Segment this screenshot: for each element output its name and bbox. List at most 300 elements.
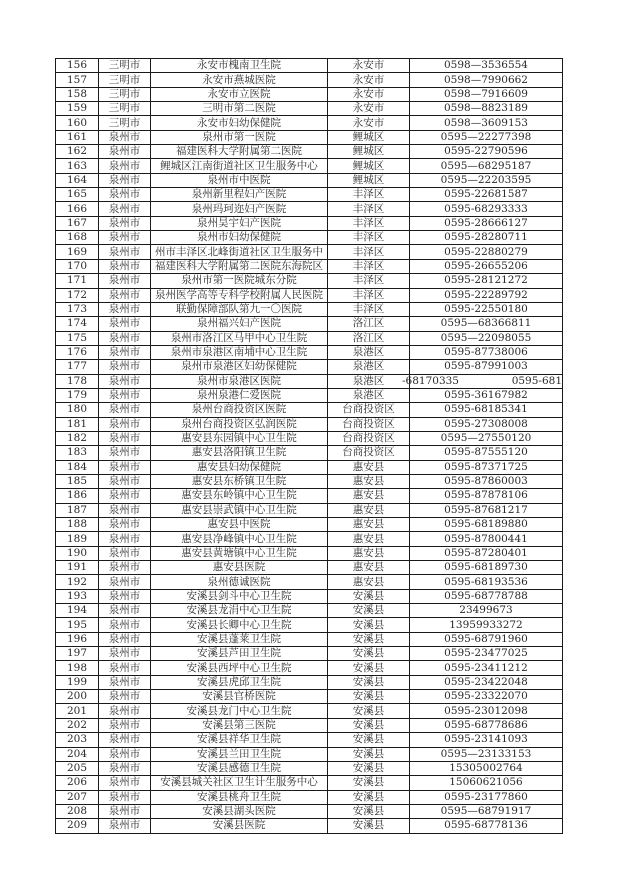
row-number-cell: 177 <box>56 360 99 374</box>
phone-cell: 0595-23477025 <box>410 647 563 661</box>
hospital-name-cell: 联勤保障部队第九一〇医院 <box>151 302 328 316</box>
phone-cell: 0595—22203595 <box>410 173 563 187</box>
hospital-name-cell: 惠安县洛阳镇卫生院 <box>151 446 328 460</box>
hospital-name-cell: 安溪县剑斗中心卫生院 <box>151 589 328 603</box>
city-cell: 泉州市 <box>99 604 151 618</box>
table-row <box>56 417 563 431</box>
city-cell: 泉州市 <box>99 589 151 603</box>
city-cell: 泉州市 <box>99 776 151 790</box>
city-cell: 泉州市 <box>99 360 151 374</box>
row-number-cell: 209 <box>56 819 99 833</box>
phone-number-primary: -68170335 <box>402 374 459 387</box>
row-number-cell: 208 <box>56 804 99 818</box>
city-cell: 泉州市 <box>99 546 151 560</box>
hospital-name-cell: 永安市立医院 <box>151 87 328 101</box>
district-cell: 安溪县 <box>328 819 410 833</box>
row-number-cell: 193 <box>56 589 99 603</box>
phone-cell: 23499673 <box>410 604 563 618</box>
row-number-cell: 160 <box>56 116 99 130</box>
hospital-name-cell: 安溪县兰田卫生院 <box>151 747 328 761</box>
row-number-cell: 206 <box>56 776 99 790</box>
row-number-cell: 174 <box>56 317 99 331</box>
district-cell: 鲤城区 <box>328 159 410 173</box>
hospital-name-cell: 安溪县感德卫生院 <box>151 761 328 775</box>
hospital-name-cell: 安溪县龙门中心卫生院 <box>151 704 328 718</box>
hospital-name-cell: 三明市第二医院 <box>151 102 328 116</box>
district-cell: 鲤城区 <box>328 130 410 144</box>
city-cell: 泉州市 <box>99 274 151 288</box>
city-cell: 泉州市 <box>99 417 151 431</box>
hospital-name-cell: 泉州市泉港区医院 <box>151 374 328 388</box>
table-row <box>56 159 563 173</box>
phone-cell: 0598—3536554 <box>410 59 563 73</box>
district-cell: 洛江区 <box>328 317 410 331</box>
district-cell: 安溪县 <box>328 747 410 761</box>
phone-cell: 0595-68778788 <box>410 589 563 603</box>
row-number-cell: 157 <box>56 73 99 87</box>
table-body <box>56 59 563 834</box>
district-cell: 永安市 <box>328 87 410 101</box>
city-cell: 泉州市 <box>99 733 151 747</box>
city-cell: 泉州市 <box>99 159 151 173</box>
district-cell: 丰泽区 <box>328 231 410 245</box>
hospital-name-cell: 福建医科大学附属第二医院 <box>151 145 328 159</box>
table-row <box>56 761 563 775</box>
district-cell: 台商投资区 <box>328 446 410 460</box>
city-cell: 泉州市 <box>99 231 151 245</box>
row-number-cell: 170 <box>56 259 99 273</box>
row-number-cell: 159 <box>56 102 99 116</box>
city-cell: 泉州市 <box>99 489 151 503</box>
phone-cell: 0595-68185341 <box>410 403 563 417</box>
district-cell: 安溪县 <box>328 661 410 675</box>
district-cell: 永安市 <box>328 116 410 130</box>
district-cell: 安溪县 <box>328 604 410 618</box>
city-cell: 泉州市 <box>99 474 151 488</box>
district-cell: 安溪县 <box>328 733 410 747</box>
phone-cell: 0595-87878106 <box>410 489 563 503</box>
hospital-name-cell: 安溪县官桥医院 <box>151 690 328 704</box>
table-row <box>56 804 563 818</box>
hospital-name-cell: 惠安县黄塘镇中心卫生院 <box>151 546 328 560</box>
hospital-name-cell: 泉州市泉港区南埔中心卫生院 <box>151 345 328 359</box>
district-cell: 泉港区 <box>328 345 410 359</box>
table-row <box>56 360 563 374</box>
row-number-cell: 202 <box>56 718 99 732</box>
city-cell: 泉州市 <box>99 374 151 388</box>
table-row <box>56 59 563 73</box>
table-row <box>56 618 563 632</box>
city-cell: 泉州市 <box>99 561 151 575</box>
city-cell: 泉州市 <box>99 790 151 804</box>
row-number-cell: 180 <box>56 403 99 417</box>
phone-cell <box>402 374 563 388</box>
district-cell: 安溪县 <box>328 718 410 732</box>
table-row <box>56 675 563 689</box>
hospital-name-cell: 安溪县蓬莱卫生院 <box>151 632 328 646</box>
table-row <box>56 302 563 316</box>
table-row <box>56 188 563 202</box>
district-cell: 安溪县 <box>328 776 410 790</box>
city-cell: 三明市 <box>99 87 151 101</box>
district-cell: 泉港区 <box>328 374 410 388</box>
hospital-name-cell: 州市丰泽区北峰街道社区卫生服务中 <box>151 245 328 259</box>
phone-cell: 0595-87681217 <box>410 503 563 517</box>
city-cell: 三明市 <box>99 59 151 73</box>
row-number-cell: 195 <box>56 618 99 632</box>
hospital-name-cell: 泉州玛珂迩妇产医院 <box>151 202 328 216</box>
hospital-name-cell: 惠安县东桥镇卫生院 <box>151 474 328 488</box>
phone-cell: 0595—27550120 <box>410 431 563 445</box>
table-row <box>56 790 563 804</box>
row-number-cell: 175 <box>56 331 99 345</box>
row-number-cell: 207 <box>56 790 99 804</box>
table-row <box>56 274 563 288</box>
hospital-name-cell: 惠安县医院 <box>151 561 328 575</box>
district-cell: 安溪县 <box>328 632 410 646</box>
row-number-cell: 191 <box>56 561 99 575</box>
phone-cell: 0595-68193536 <box>410 575 563 589</box>
phone-cell: 0595-26655206 <box>410 259 563 273</box>
district-cell: 安溪县 <box>328 618 410 632</box>
table-row <box>56 431 563 445</box>
phone-cell: 0595—68295187 <box>410 159 563 173</box>
table-row <box>56 288 563 302</box>
city-cell: 泉州市 <box>99 288 151 302</box>
city-cell: 泉州市 <box>99 460 151 474</box>
table-row <box>56 173 563 187</box>
row-number-cell: 162 <box>56 145 99 159</box>
row-number-cell: 179 <box>56 388 99 402</box>
hospital-name-cell: 惠安县中医院 <box>151 518 328 532</box>
phone-cell: 0595-23177860 <box>410 790 563 804</box>
city-cell: 泉州市 <box>99 331 151 345</box>
phone-cell: 0595-87991003 <box>410 360 563 374</box>
phone-cell: 0595-87280401 <box>410 546 563 560</box>
phone-cell: 0595-68791960 <box>410 632 563 646</box>
city-cell: 泉州市 <box>99 446 151 460</box>
city-cell: 泉州市 <box>99 518 151 532</box>
hospital-name-cell: 泉州市泉港区妇幼保健院 <box>151 360 328 374</box>
row-number-cell: 165 <box>56 188 99 202</box>
phone-cell: 0595-28121272 <box>410 274 563 288</box>
hospital-name-cell: 泉州新里程妇产医院 <box>151 188 328 202</box>
district-cell: 台商投资区 <box>328 403 410 417</box>
phone-cell: 0595-28666127 <box>410 216 563 230</box>
city-cell: 泉州市 <box>99 747 151 761</box>
phone-cell: 0595-68778686 <box>410 718 563 732</box>
city-cell: 泉州市 <box>99 403 151 417</box>
hospital-name-cell: 安溪县城关社区卫生计生服务中心 <box>151 776 328 790</box>
table-row <box>56 259 563 273</box>
city-cell: 泉州市 <box>99 819 151 833</box>
city-cell: 三明市 <box>99 102 151 116</box>
district-cell: 安溪县 <box>328 790 410 804</box>
city-cell: 泉州市 <box>99 130 151 144</box>
district-cell: 鲤城区 <box>328 173 410 187</box>
table-row <box>56 776 563 790</box>
phone-cell: 0595-87860003 <box>410 474 563 488</box>
table-row <box>56 245 563 259</box>
table-row <box>56 518 563 532</box>
city-cell: 泉州市 <box>99 718 151 732</box>
hospital-name-cell: 安溪县祥华卫生院 <box>151 733 328 747</box>
table-row <box>56 331 563 345</box>
phone-cell: 0595-22550180 <box>410 302 563 316</box>
row-number-cell: 168 <box>56 231 99 245</box>
table-row <box>56 446 563 460</box>
table-row <box>56 145 563 159</box>
row-number-cell: 173 <box>56 302 99 316</box>
district-cell: 惠安县 <box>328 474 410 488</box>
city-cell: 泉州市 <box>99 761 151 775</box>
city-cell: 泉州市 <box>99 216 151 230</box>
table-row <box>56 575 563 589</box>
table-row <box>56 704 563 718</box>
city-cell: 泉州市 <box>99 345 151 359</box>
hospital-name-cell: 泉州市妇幼保健院 <box>151 231 328 245</box>
table-row <box>56 647 563 661</box>
table-row <box>56 503 563 517</box>
district-cell: 丰泽区 <box>328 202 410 216</box>
table-row <box>56 73 563 87</box>
row-number-cell: 196 <box>56 632 99 646</box>
hospital-name-cell: 泉州台商投资区弘润医院 <box>151 417 328 431</box>
district-cell: 洛江区 <box>328 331 410 345</box>
district-cell: 惠安县 <box>328 460 410 474</box>
phone-cell: 0595-68189730 <box>410 561 563 575</box>
district-cell: 台商投资区 <box>328 417 410 431</box>
district-cell: 丰泽区 <box>328 188 410 202</box>
district-cell: 安溪县 <box>328 589 410 603</box>
hospital-name-cell: 安溪县长卿中心卫生院 <box>151 618 328 632</box>
row-number-cell: 185 <box>56 474 99 488</box>
hospital-name-cell: 鲤城区江南街道社区卫生服务中心 <box>151 159 328 173</box>
city-cell: 泉州市 <box>99 173 151 187</box>
district-cell: 永安市 <box>328 102 410 116</box>
city-cell: 泉州市 <box>99 661 151 675</box>
table-row <box>56 403 563 417</box>
phone-cell: 0595-68293333 <box>410 202 563 216</box>
table-row <box>56 718 563 732</box>
row-number-cell: 190 <box>56 546 99 560</box>
phone-cell: 0598—3609153 <box>410 116 563 130</box>
table-row <box>56 317 563 331</box>
table-row <box>56 733 563 747</box>
city-cell: 泉州市 <box>99 302 151 316</box>
table-row <box>56 231 563 245</box>
city-cell: 泉州市 <box>99 690 151 704</box>
phone-cell: 0595-23322070 <box>410 690 563 704</box>
city-cell: 泉州市 <box>99 647 151 661</box>
hospital-name-cell: 福建医科大学附属第二医院东海院区 <box>151 259 328 273</box>
phone-split-text <box>402 375 562 388</box>
district-cell: 惠安县 <box>328 561 410 575</box>
district-cell: 丰泽区 <box>328 259 410 273</box>
table-row <box>56 632 563 646</box>
phone-cell: 0598—7916609 <box>410 87 563 101</box>
phone-cell: 15060621056 <box>410 776 563 790</box>
row-number-cell: 178 <box>56 374 99 388</box>
row-number-cell: 186 <box>56 489 99 503</box>
district-cell: 丰泽区 <box>328 216 410 230</box>
city-cell: 泉州市 <box>99 632 151 646</box>
row-number-cell: 176 <box>56 345 99 359</box>
row-number-cell: 164 <box>56 173 99 187</box>
hospital-name-cell: 安溪县芦田卫生院 <box>151 647 328 661</box>
hospital-name-cell: 泉州市第一医院 <box>151 130 328 144</box>
phone-cell: 0595-87371725 <box>410 460 563 474</box>
table-row <box>56 216 563 230</box>
table-row <box>56 489 563 503</box>
phone-cell: 0595-22289792 <box>410 288 563 302</box>
row-number-cell: 204 <box>56 747 99 761</box>
row-number-cell: 156 <box>56 59 99 73</box>
row-number-cell: 194 <box>56 604 99 618</box>
city-cell: 泉州市 <box>99 704 151 718</box>
phone-cell: 0595-23012098 <box>410 704 563 718</box>
city-cell: 泉州市 <box>99 575 151 589</box>
phone-cell: 0595-68189880 <box>410 518 563 532</box>
row-number-cell: 201 <box>56 704 99 718</box>
phone-cell: 0595-36167982 <box>410 388 563 402</box>
row-number-cell: 171 <box>56 274 99 288</box>
district-cell: 丰泽区 <box>328 302 410 316</box>
row-number-cell: 183 <box>56 446 99 460</box>
table-row <box>56 661 563 675</box>
district-cell: 安溪县 <box>328 647 410 661</box>
phone-cell: 0595-23141093 <box>410 733 563 747</box>
hospital-name-cell: 泉州昊宇妇产医院 <box>151 216 328 230</box>
phone-cell: 0595-87800441 <box>410 532 563 546</box>
district-cell: 永安市 <box>328 73 410 87</box>
hospital-name-cell: 安溪县龙涓中心卫生院 <box>151 604 328 618</box>
district-cell: 永安市 <box>328 59 410 73</box>
row-number-cell: 187 <box>56 503 99 517</box>
district-cell: 惠安县 <box>328 546 410 560</box>
hospital-name-cell: 永安市妇幼保健院 <box>151 116 328 130</box>
district-cell: 安溪县 <box>328 690 410 704</box>
phone-cell: 13959933272 <box>410 618 563 632</box>
district-cell: 台商投资区 <box>328 431 410 445</box>
table-row <box>56 474 563 488</box>
phone-cell: 0595-28280711 <box>410 231 563 245</box>
hospital-name-cell: 安溪县湖头医院 <box>151 804 328 818</box>
row-number-cell: 203 <box>56 733 99 747</box>
hospital-name-cell: 泉州市第一医院城东分院 <box>151 274 328 288</box>
hospital-name-cell: 泉州市中医院 <box>151 173 328 187</box>
row-number-cell: 200 <box>56 690 99 704</box>
hospital-name-cell: 泉州医学高等专科学校附属人民医院 <box>151 288 328 302</box>
table-row <box>56 690 563 704</box>
phone-cell: 0595—22277398 <box>410 130 563 144</box>
row-number-cell: 169 <box>56 245 99 259</box>
district-cell: 安溪县 <box>328 704 410 718</box>
district-cell: 泉港区 <box>328 360 410 374</box>
row-number-cell: 188 <box>56 518 99 532</box>
hospital-name-cell: 安溪县桃舟卫生院 <box>151 790 328 804</box>
city-cell: 泉州市 <box>99 259 151 273</box>
district-cell: 安溪县 <box>328 675 410 689</box>
district-cell: 惠安县 <box>328 575 410 589</box>
hospital-name-cell: 永安市槐南卫生院 <box>151 59 328 73</box>
city-cell: 泉州市 <box>99 532 151 546</box>
district-cell: 惠安县 <box>328 503 410 517</box>
row-number-cell: 172 <box>56 288 99 302</box>
table-row <box>56 819 563 833</box>
table-row <box>56 130 563 144</box>
row-number-cell: 199 <box>56 675 99 689</box>
row-number-cell: 166 <box>56 202 99 216</box>
hospital-name-cell: 惠安县崇武镇中心卫生院 <box>151 503 328 517</box>
phone-cell: 0595—23133153 <box>410 747 563 761</box>
row-number-cell: 167 <box>56 216 99 230</box>
phone-cell: 0595—68791917 <box>410 804 563 818</box>
row-number-cell: 197 <box>56 647 99 661</box>
table-row <box>56 532 563 546</box>
phone-cell: 0595—68366811 <box>410 317 563 331</box>
district-cell: 安溪县 <box>328 761 410 775</box>
city-cell: 泉州市 <box>99 317 151 331</box>
phone-cell: 0595-68778136 <box>410 819 563 833</box>
city-cell: 泉州市 <box>99 675 151 689</box>
table-row <box>56 202 563 216</box>
district-cell: 惠安县 <box>328 532 410 546</box>
table-row <box>56 87 563 101</box>
row-number-cell: 161 <box>56 130 99 144</box>
row-number-cell: 181 <box>56 417 99 431</box>
phone-cell: 0598—7990662 <box>410 73 563 87</box>
table-row <box>56 747 563 761</box>
hospital-name-cell: 泉州市洛江区马甲中心卫生院 <box>151 331 328 345</box>
hospital-name-cell: 泉州泉港仁爱医院 <box>151 388 328 402</box>
table-row <box>56 102 563 116</box>
row-number-cell: 182 <box>56 431 99 445</box>
city-cell: 三明市 <box>99 73 151 87</box>
district-cell: 惠安县 <box>328 489 410 503</box>
district-cell: 泉港区 <box>328 388 410 402</box>
district-cell: 鲤城区 <box>328 145 410 159</box>
table-row <box>56 374 563 388</box>
hospital-name-cell: 惠安县东园镇中心卫生院 <box>151 431 328 445</box>
phone-cell: 0598—8823189 <box>410 102 563 116</box>
row-number-cell: 205 <box>56 761 99 775</box>
phone-cell: 0595-22681587 <box>410 188 563 202</box>
phone-cell: 0595-27308008 <box>410 417 563 431</box>
district-cell: 丰泽区 <box>328 245 410 259</box>
table-row <box>56 561 563 575</box>
row-number-cell: 192 <box>56 575 99 589</box>
phone-cell: 0595-22880279 <box>410 245 563 259</box>
hospital-name-cell: 惠安县东岭镇中心卫生院 <box>151 489 328 503</box>
row-number-cell: 163 <box>56 159 99 173</box>
phone-number-secondary: 0595-681 <box>511 374 562 387</box>
city-cell: 泉州市 <box>99 388 151 402</box>
hospital-table <box>55 58 563 834</box>
hospital-name-cell: 泉州台商投资区医院 <box>151 403 328 417</box>
table-row <box>56 345 563 359</box>
city-cell: 泉州市 <box>99 503 151 517</box>
table-row <box>56 589 563 603</box>
hospital-name-cell: 泉州德诚医院 <box>151 575 328 589</box>
row-number-cell: 189 <box>56 532 99 546</box>
hospital-name-cell: 惠安县净峰镇中心卫生院 <box>151 532 328 546</box>
row-number-cell: 198 <box>56 661 99 675</box>
hospital-name-cell: 惠安县妇幼保健院 <box>151 460 328 474</box>
row-number-cell: 184 <box>56 460 99 474</box>
city-cell: 泉州市 <box>99 188 151 202</box>
city-cell: 泉州市 <box>99 145 151 159</box>
